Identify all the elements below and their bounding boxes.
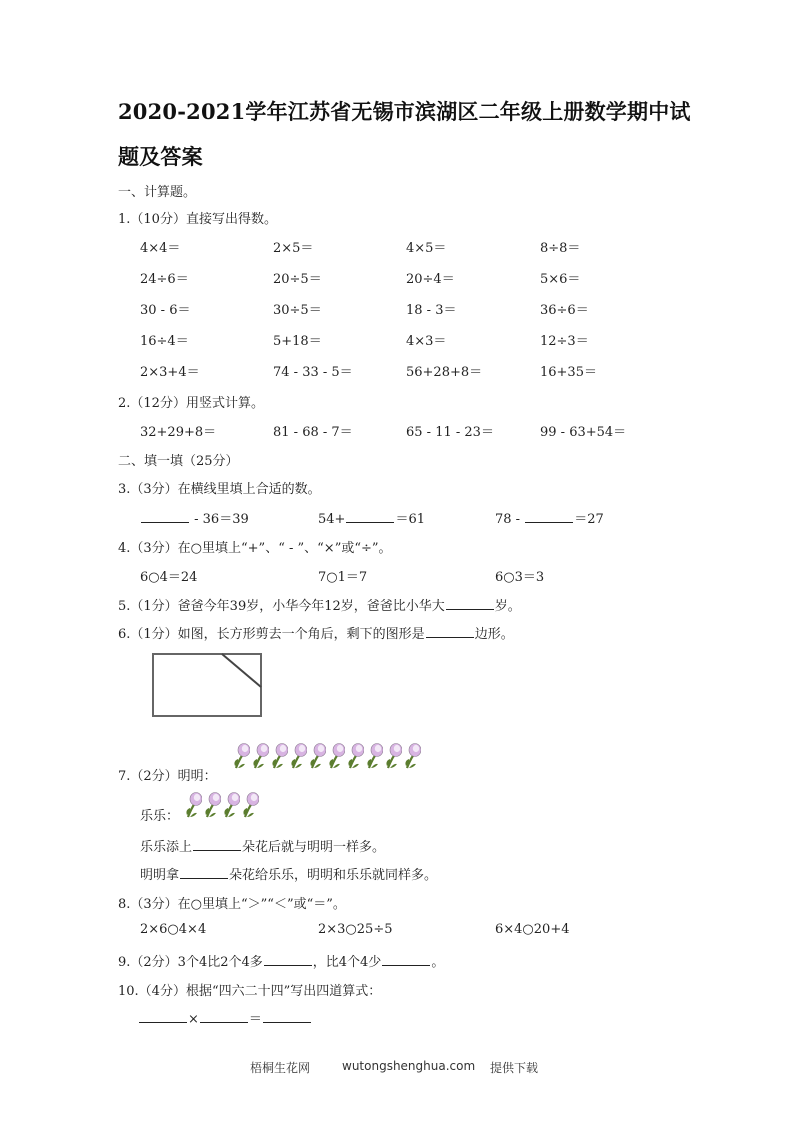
- answer-blank[interactable]: [382, 953, 430, 966]
- answer-blank[interactable]: [346, 510, 394, 523]
- q1-row: [140, 361, 740, 379]
- q2-item: 32+29+8＝: [140, 425, 217, 440]
- q8-item[interactable]: 2×3○25÷5: [318, 922, 393, 937]
- q4-item[interactable]: 7○1＝7: [318, 570, 368, 585]
- q8-item[interactable]: 2×6○4×4: [140, 922, 207, 937]
- mingming-flowers: [232, 742, 422, 770]
- question-8-prompt: 8.（3分）在○里填上“＞”“＜”或“＝”。: [118, 897, 346, 912]
- q3-text: ＝61: [395, 512, 425, 527]
- tulip-icon: [327, 742, 345, 770]
- q7-text: 朵花后就与明明一样多。: [242, 840, 386, 855]
- q1-row: [140, 330, 740, 348]
- answer-blank[interactable]: [193, 838, 241, 851]
- q2-item: 81 - 68 - 7＝: [273, 425, 353, 440]
- q1-item: 20÷4＝: [406, 272, 455, 287]
- tulip-icon: [289, 742, 307, 770]
- q9-text: ，比4个4少: [312, 955, 382, 970]
- q2-item: 99 - 63+54＝: [540, 425, 627, 440]
- q1-item: 4×5＝: [406, 241, 447, 256]
- section-heading-calculation: 一、计算题。: [118, 185, 197, 200]
- answer-blank[interactable]: [180, 866, 228, 879]
- q4-item[interactable]: 6○3＝3: [495, 570, 545, 585]
- question-2-prompt: 2.（12分）用竖式计算。: [118, 396, 264, 411]
- q3-text: - 36＝39: [190, 512, 249, 527]
- q3-text: 78 -: [495, 512, 525, 527]
- q6-text: 6.（1分）如图，长方形剪去一个角后，剩下的图形是: [118, 627, 425, 642]
- q1-item: 8÷8＝: [540, 241, 581, 256]
- answer-blank[interactable]: [263, 1010, 311, 1023]
- q9-text: 9.（2分）3个4比2个4多: [118, 955, 263, 970]
- question-5: [118, 595, 521, 614]
- q5-text: 5.（1分）爸爸今年39岁，小华今年12岁，爸爸比小华大: [118, 599, 445, 614]
- q9-text: 。: [431, 955, 445, 970]
- q1-row: [140, 237, 740, 255]
- q7-text: 朵花给乐乐，明明和乐乐就同样多。: [229, 868, 438, 883]
- q1-item: 16+35＝: [540, 365, 597, 380]
- section-heading-fill-in: 二、填一填（25分）: [118, 454, 239, 469]
- footer-site-name: 梧桐生花网: [250, 1061, 311, 1075]
- q1-item: 12÷3＝: [540, 334, 589, 349]
- rectangle-with-cut-corner-icon: [152, 653, 262, 717]
- q1-item: 2×3+4＝: [140, 365, 200, 380]
- q1-item: 36÷6＝: [540, 303, 589, 318]
- q1-item: 4×3＝: [406, 334, 447, 349]
- q7-text: 明明拿: [140, 868, 180, 883]
- answer-blank[interactable]: [139, 1010, 187, 1023]
- lele-label: 乐乐：: [140, 809, 180, 824]
- q3-item: [495, 508, 604, 527]
- q1-item: 4×4＝: [140, 241, 181, 256]
- q3-item: [140, 508, 249, 527]
- q1-item: 74 - 33 - 5＝: [273, 365, 353, 380]
- q3-text: 54+: [318, 512, 346, 527]
- q5-text: 岁。: [494, 599, 521, 614]
- tulip-icon: [241, 791, 259, 819]
- q1-item: 16÷4＝: [140, 334, 189, 349]
- lele-flowers: [184, 791, 260, 819]
- question-3-prompt: 3.（3分）在横线里填上合适的数。: [118, 482, 321, 497]
- q1-row: [140, 299, 740, 317]
- tulip-icon: [403, 742, 421, 770]
- equals-sign: ＝: [248, 1012, 262, 1027]
- footer-note: 提供下载: [490, 1061, 539, 1075]
- q1-item: 30÷5＝: [273, 303, 322, 318]
- q4-row: [140, 566, 740, 584]
- q1-item: 2×5＝: [273, 241, 314, 256]
- answer-blank[interactable]: [264, 953, 312, 966]
- q3-item: [318, 508, 425, 527]
- tulip-icon: [203, 791, 221, 819]
- tulip-icon: [222, 791, 240, 819]
- answer-blank[interactable]: [141, 510, 189, 523]
- q1-item: 56+28+8＝: [406, 365, 483, 380]
- tulip-icon: [308, 742, 326, 770]
- tulip-icon: [384, 742, 402, 770]
- page-title-continued: 题及答案: [118, 144, 203, 169]
- q8-row: [140, 922, 740, 940]
- q1-item: 24÷6＝: [140, 272, 189, 287]
- question-9: [118, 951, 444, 970]
- q2-item: 65 - 11 - 23＝: [406, 425, 494, 440]
- question-1-prompt: 1.（10分）直接写出得数。: [118, 212, 277, 227]
- q1-item: 5+18＝: [273, 334, 322, 349]
- q8-item[interactable]: 6×4○20+4: [495, 922, 570, 937]
- answer-blank[interactable]: [426, 625, 474, 638]
- q1-item: 30 - 6＝: [140, 303, 191, 318]
- page-title: 2020-2021学年江苏省无锡市滨湖区二年级上册数学期中试: [118, 99, 691, 124]
- question-7-line-2: [140, 864, 437, 883]
- q4-item[interactable]: 6○4＝24: [140, 570, 198, 585]
- footer-url[interactable]: wutongshenghua.com: [342, 1059, 476, 1073]
- answer-blank[interactable]: [200, 1010, 248, 1023]
- question-6: [118, 623, 514, 642]
- answer-blank[interactable]: [525, 510, 573, 523]
- answer-blank[interactable]: [446, 597, 494, 610]
- question-4-prompt: 4.（3分）在○里填上“+”、“ - ”、“×”或“÷”。: [118, 541, 392, 556]
- q7-text: 乐乐添上: [140, 840, 193, 855]
- q3-text: ＝27: [574, 512, 604, 527]
- q2-row: [140, 421, 740, 439]
- q3-row: [140, 508, 740, 526]
- question-7-prompt: 7.（2分）明明：: [118, 769, 217, 784]
- q1-row: [140, 268, 740, 286]
- question-10-equation: [138, 1008, 312, 1027]
- q1-item: 18 - 3＝: [406, 303, 457, 318]
- tulip-icon: [365, 742, 383, 770]
- tulip-icon: [270, 742, 288, 770]
- q1-item: 5×6＝: [540, 272, 581, 287]
- times-sign: ×: [188, 1012, 199, 1027]
- question-7-line-1: [140, 836, 385, 855]
- tulip-icon: [346, 742, 364, 770]
- tulip-icon: [251, 742, 269, 770]
- tulip-icon: [184, 791, 202, 819]
- question-10-prompt: 10.（4分）根据“四六二十四”写出四道算式：: [118, 984, 382, 999]
- tulip-icon: [232, 742, 250, 770]
- q6-text: 边形。: [474, 627, 514, 642]
- q1-item: 20÷5＝: [273, 272, 322, 287]
